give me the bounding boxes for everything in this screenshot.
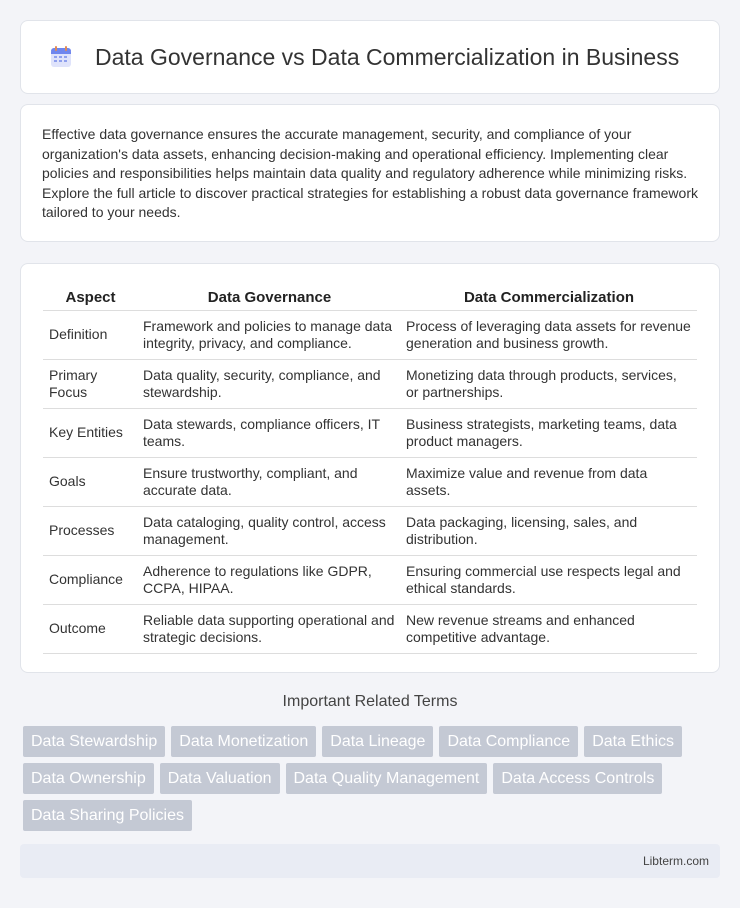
comparison-table [43, 284, 697, 654]
row-aspect: Key Entities [43, 409, 138, 458]
row-governance: Data cataloging, quality control, access management. [138, 507, 401, 556]
row-commercialization: New revenue streams and enhanced competitive advantage. [401, 605, 697, 654]
related-terms-list [23, 726, 703, 837]
row-governance: Reliable data supporting operational and strategic decisions. [138, 605, 401, 654]
related-term-tag[interactable]: Data Stewardship [23, 726, 165, 757]
title-card [20, 20, 720, 94]
row-governance: Ensure trustworthy, compliant, and accurate data. [138, 458, 401, 507]
table-row [43, 605, 697, 654]
row-aspect: Processes [43, 507, 138, 556]
intro-card [20, 104, 720, 242]
row-aspect: Outcome [43, 605, 138, 654]
related-term-tag[interactable]: Data Access Controls [493, 763, 662, 794]
row-aspect: Primary Focus [43, 360, 138, 409]
comparison-table-card [20, 263, 720, 673]
related-terms-title: Important Related Terms [282, 693, 458, 710]
row-aspect: Goals [43, 458, 138, 507]
header-aspect: Aspect [43, 284, 138, 311]
related-term-tag[interactable]: Data Ownership [23, 763, 154, 794]
related-term-tag[interactable]: Data Sharing Policies [23, 800, 192, 831]
document-icon [47, 43, 75, 71]
header-data-governance: Data Governance [138, 284, 401, 311]
intro-text: Effective data governance ensures the accurate management, security, and compliance of your organization's data assets, enhancing decision-making and operational efficiency. Implementing clear policies and responsibilities helps maintain data quality and regulatory adherence while minimizing risks. Explore the full article to discover practical strategies for establishing a robust data governance framework tailored to your needs. [42, 126, 698, 220]
row-governance: Data stewards, compliance officers, IT teams. [138, 409, 401, 458]
row-commercialization: Process of leveraging data assets for revenue generation and business growth. [401, 311, 697, 360]
row-commercialization: Data packaging, licensing, sales, and distribution. [401, 507, 697, 556]
table-row [43, 507, 697, 556]
row-commercialization: Maximize value and revenue from data assets. [401, 458, 697, 507]
row-aspect: Compliance [43, 556, 138, 605]
row-commercialization: Ensuring commercial use respects legal and ethical standards. [401, 556, 697, 605]
table-header-row [43, 284, 697, 311]
table-row [43, 458, 697, 507]
row-governance: Data quality, security, compliance, and stewardship. [138, 360, 401, 409]
related-term-tag[interactable]: Data Ethics [584, 726, 682, 757]
row-aspect: Definition [43, 311, 138, 360]
table-row [43, 360, 697, 409]
related-term-tag[interactable]: Data Lineage [322, 726, 433, 757]
row-governance: Adherence to regulations like GDPR, CCPA, HIPAA. [138, 556, 401, 605]
footer-site-link[interactable]: Libterm.com [642, 854, 709, 868]
related-term-tag[interactable]: Data Compliance [439, 726, 578, 757]
row-commercialization: Business strategists, marketing teams, data product managers. [401, 409, 697, 458]
footer [20, 844, 720, 878]
related-term-tag[interactable]: Data Monetization [171, 726, 316, 757]
header-data-commercialization: Data Commercialization [401, 284, 697, 311]
table-row [43, 556, 697, 605]
row-commercialization: Monetizing data through products, services, or partnerships. [401, 360, 697, 409]
table-row [43, 311, 697, 360]
table-row [43, 409, 697, 458]
related-term-tag[interactable]: Data Valuation [160, 763, 280, 794]
related-term-tag[interactable]: Data Quality Management [286, 763, 488, 794]
row-governance: Framework and policies to manage data integrity, privacy, and compliance. [138, 311, 401, 360]
page-title: Data Governance vs Data Commercialization in Business [95, 43, 680, 70]
